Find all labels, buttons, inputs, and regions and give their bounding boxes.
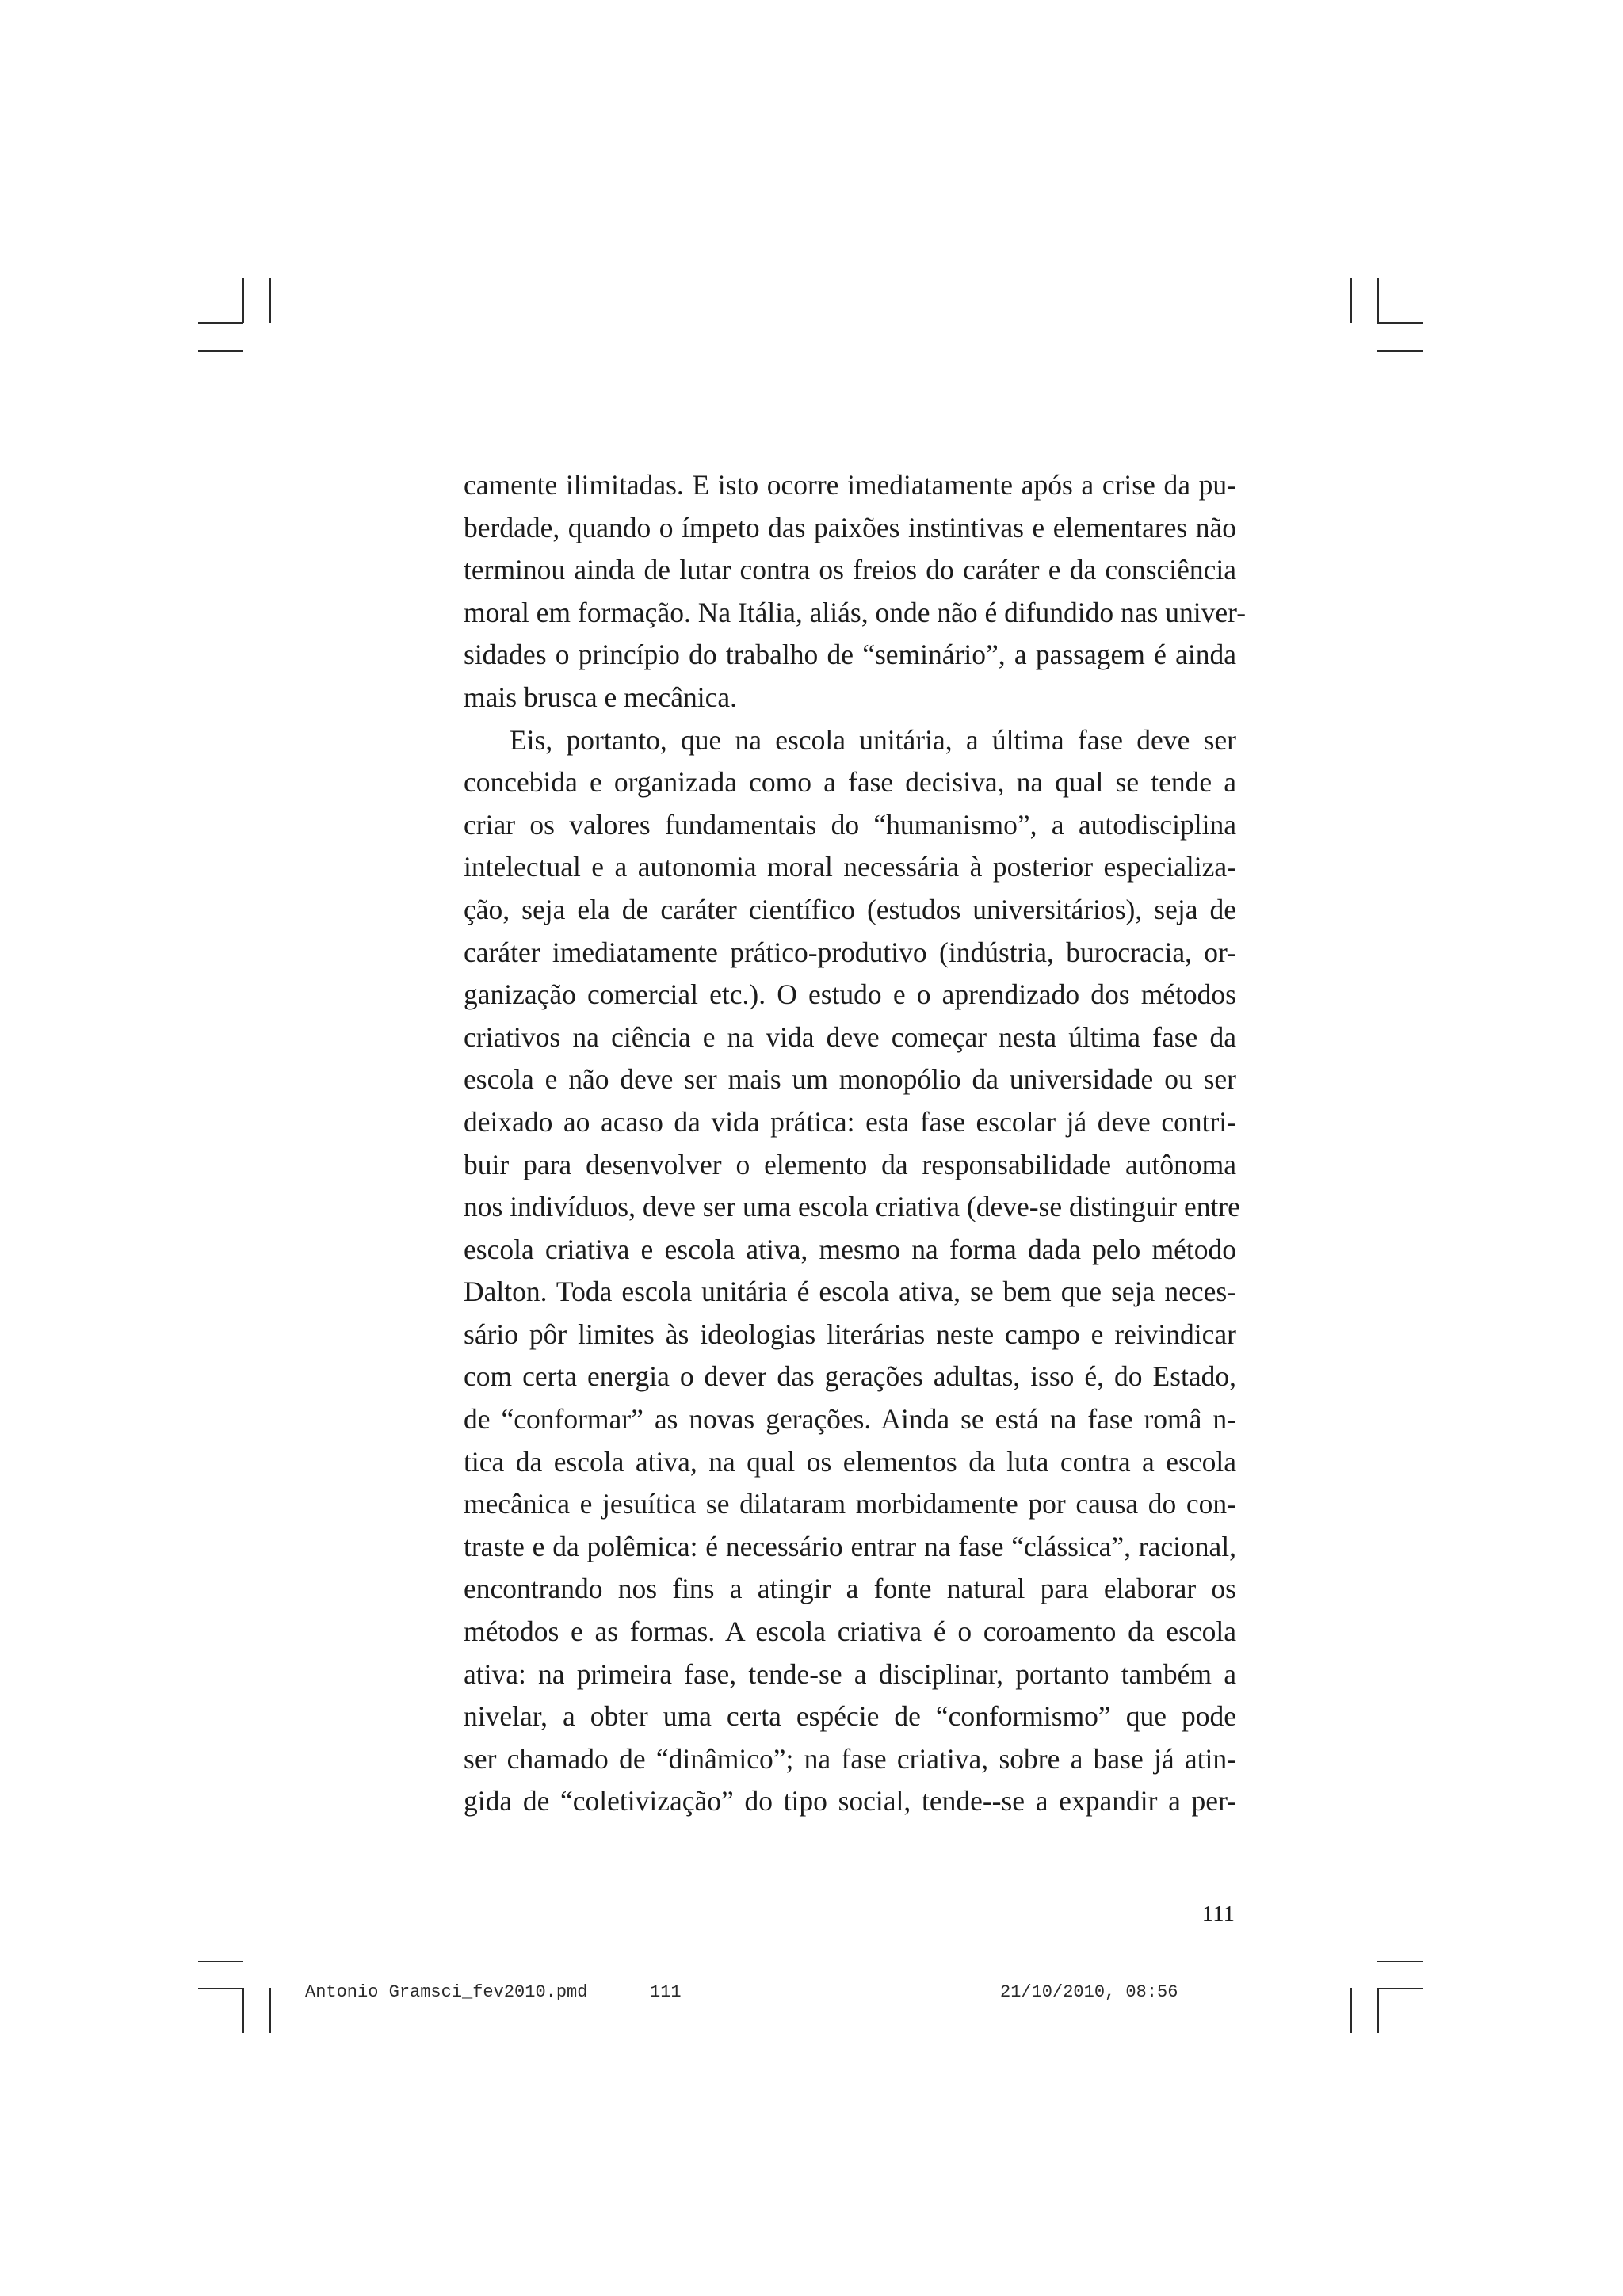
text-line: ção, seja ela de caráter científico (estudos universitários), seja de (464, 893, 1236, 925)
text-line: mais brusca e mecânica. (464, 681, 737, 713)
text-line: mecânica e jesuítica se dilataram morbidamente por causa do con- (464, 1488, 1236, 1520)
crop-mark (1377, 350, 1423, 352)
text-line: ativa: na primeira fase, tende-se a disciplinar, portanto também a (464, 1657, 1236, 1690)
text-line: escola e não deve ser mais um monopólio da universidade ou ser (464, 1063, 1236, 1096)
crop-mark (1350, 278, 1352, 323)
crop-mark (269, 1988, 271, 2033)
text-line: intelectual e a autonomia moral necessária à posterior especializa- (464, 851, 1236, 883)
crop-mark (1377, 278, 1379, 323)
text-line: tica da escola ativa, na qual os elementos da luta contra a escola (464, 1445, 1236, 1478)
text-line: ganização comercial etc.). O estudo e o aprendizado dos métodos (464, 978, 1236, 1011)
body-text (464, 464, 1247, 1823)
text-line: criar os valores fundamentais do “humanismo”, a autodisciplina (464, 808, 1236, 841)
text-line: camente ilimitadas. E isto ocorre imediatamente após a crise da pu- (464, 469, 1236, 501)
text-line: buir para desenvolver o elemento da responsabilidade autônoma (464, 1148, 1236, 1180)
text-line: berdade, quando o ímpeto das paixões instintivas e elementares não (464, 511, 1236, 543)
text-line: sidades o princípio do trabalho de “seminário”, a passagem é ainda (464, 639, 1236, 671)
text-line: nivelar, a obter uma certa espécie de “conformismo” que pode (464, 1700, 1236, 1733)
crop-mark (198, 350, 243, 352)
crop-mark (1377, 1988, 1379, 2033)
crop-mark (198, 322, 243, 324)
crop-mark (1350, 1988, 1352, 2033)
crop-mark (198, 1961, 243, 1962)
text-line: com certa energia o dever das gerações adultas, isso é, do Estado, (464, 1360, 1236, 1393)
text-line: métodos e as formas. A escola criativa é o coroamento da escola (464, 1615, 1236, 1648)
page-number: 111 (1201, 1901, 1235, 1927)
footer-page: 111 (650, 1982, 682, 2002)
crop-mark (198, 1988, 243, 1989)
text-line: terminou ainda de lutar contra os freios do caráter e da consciência (464, 554, 1236, 586)
text-line: sário pôr limites às ideologias literárias neste campo e reivindicar (464, 1318, 1236, 1350)
text-line: criativos na ciência e na vida deve começar nesta última fase da (464, 1020, 1236, 1053)
crop-mark (242, 1988, 244, 2033)
text-line: caráter imediatamente prático-produtivo (indústria, burocracia, or- (464, 936, 1236, 968)
footer-filename: Antonio Gramsci_fev2010.pmd (305, 1982, 588, 2002)
crop-mark (1377, 1988, 1423, 1989)
text-line: moral em formação. Na Itália, aliás, onde não é difundido nas univer- (464, 596, 1247, 628)
crop-mark (1377, 1961, 1423, 1962)
text-line: Dalton. Toda escola unitária é escola ativa, se bem que seja neces- (464, 1276, 1236, 1308)
text-line: nos indivíduos, deve ser uma escola criativa (deve-se distinguir entre (464, 1191, 1240, 1223)
crop-mark (269, 278, 271, 323)
text-line: deixado ao acaso da vida prática: esta fase escolar já deve contri- (464, 1105, 1236, 1138)
text-line: Eis, portanto, que na escola unitária, a última fase deve ser (510, 723, 1236, 756)
text-line: de “conformar” as novas gerações. Ainda se está na fase româ n- (464, 1403, 1236, 1436)
text-line: concebida e organizada como a fase decisiva, na qual se tende a (464, 766, 1236, 799)
text-line: encontrando nos fins a atingir a fonte natural para elaborar os (464, 1573, 1236, 1605)
text-line: gida de “coletivização” do tipo social, tende--se a expandir a per- (464, 1785, 1236, 1817)
text-line: ser chamado de “dinâmico”; na fase criativa, sobre a base já atin- (464, 1742, 1236, 1775)
text-line: escola criativa e escola ativa, mesmo na forma dada pelo método (464, 1233, 1236, 1265)
footer-datetime: 21/10/2010, 08:56 (1000, 1982, 1178, 2002)
crop-mark (1377, 322, 1423, 324)
crop-mark (242, 278, 244, 323)
text-line: traste e da polêmica: é necessário entrar na fase “clássica”, racional, (464, 1530, 1236, 1562)
